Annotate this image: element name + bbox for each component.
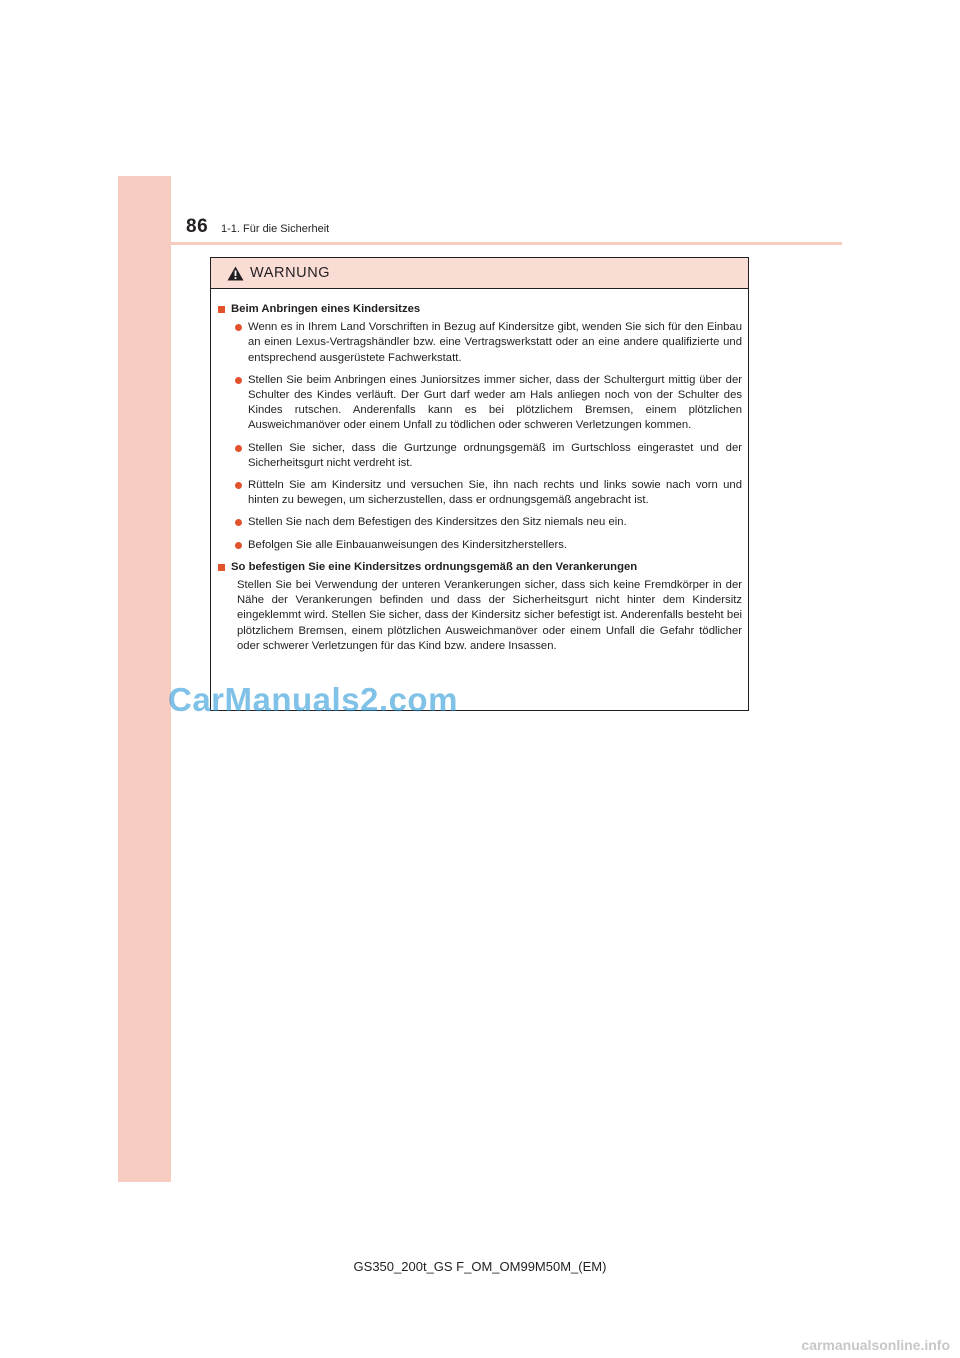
warning-box bbox=[210, 257, 749, 711]
warning-body bbox=[211, 289, 748, 654]
bullet-dot-icon bbox=[235, 377, 242, 384]
warning-paragraph: Stellen Sie bei Verwendung der unteren Verankerungen sicher, dass sich keine Fremdkörper in der Nähe der Verankerungen befinden und dass der Sicherheitsgurt nicht hinter dem Kindersitz eingeklemmt wird. Stellen Sie sicher, dass der Kindersitz sicher befestigt ist. Anderenfalls besteht bei plötzlichem Bremsen, einem plötzlichen Ausweichmanöver oder einem Unfall die Gefahr tödlicher oder schwerer Verletzungen für das Kind bzw. andere Insassen. bbox=[237, 579, 742, 652]
section-heading: So befestigen Sie eine Kindersitzes ordnungsgemäß an den Verankerungen bbox=[218, 560, 742, 575]
watermark-logo: CarManuals2.com bbox=[168, 681, 458, 718]
list-item: Wenn es in Ihrem Land Vorschriften in Bezug auf Kindersitze gibt, wenden Sie sich für den Einbau an einen Lexus-Vertragshändler bzw. eine Vertragswerkstatt oder an eine andere qualifizierte und entsprechend ausgerüstete Fachwerkstatt. bbox=[235, 320, 742, 366]
warning-title: WARNUNG bbox=[250, 265, 331, 281]
warning-triangle-icon bbox=[227, 266, 244, 281]
list-item: Rütteln Sie am Kindersitz und versuchen Sie, ihn nach rechts und links sowie nach vorn und hinten zu bewegen, um sicherzustellen, dass er ordnungsgemäß angebracht ist. bbox=[235, 478, 742, 508]
bullet-dot-icon bbox=[235, 445, 242, 452]
list-item: Stellen Sie beim Anbringen eines Juniorsitzes immer sicher, dass der Schultergurt mittig über der Schulter des Kindes verläuft. Der Gurt darf weder am Hals anliegen noch von der Schulter des Kindes rutschen. Anderenfalls kann es bei plötzlichem Bremsen, einem plötzlichen Ausweichmanöver oder einem Unfall zu tödlichen oder schweren Verletzungen kommen. bbox=[235, 373, 742, 434]
bullet-dot-icon bbox=[235, 519, 242, 526]
square-bullet-icon bbox=[218, 564, 225, 571]
footer-site-watermark: carmanualsonline.info bbox=[801, 1337, 950, 1353]
bullet-dot-icon bbox=[235, 542, 242, 549]
bullet-dot-icon bbox=[235, 482, 242, 489]
footer-document-code: GS350_200t_GS F_OM_OM99M50M_(EM) bbox=[353, 1259, 607, 1274]
page-number: 86 bbox=[186, 216, 209, 237]
warning-header bbox=[211, 258, 748, 289]
square-bullet-icon bbox=[218, 306, 225, 313]
list-item: Stellen Sie sicher, dass die Gurtzunge ordnungsgemäß im Gurtschloss eingerastet und der Sicherheitsgurt nicht verdreht ist. bbox=[235, 441, 742, 471]
section-title: 1-1. Für die Sicherheit bbox=[221, 223, 330, 235]
section-heading: Beim Anbringen eines Kindersitzes bbox=[218, 302, 742, 317]
side-color-band bbox=[118, 176, 171, 1182]
list-item: Befolgen Sie alle Einbauanweisungen des Kindersitzherstellers. bbox=[235, 538, 742, 553]
header-rule bbox=[118, 242, 842, 245]
bullet-dot-icon bbox=[235, 324, 242, 331]
list-item: Stellen Sie nach dem Befestigen des Kindersitzes den Sitz niemals neu ein. bbox=[235, 515, 742, 530]
